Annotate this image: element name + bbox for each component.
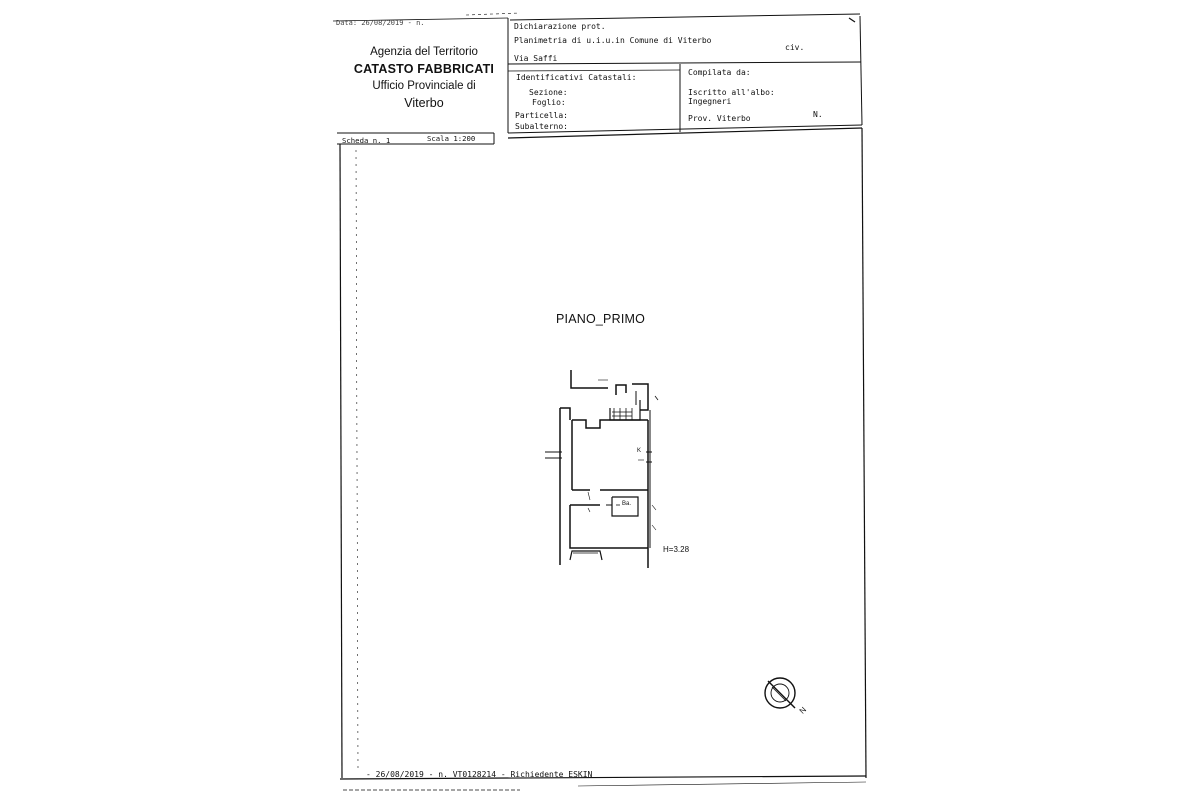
height-label: H=3.28 <box>663 545 690 554</box>
particella-label: Particella: <box>515 111 568 120</box>
city-label: Viterbo <box>404 96 444 110</box>
kitchen-label: K <box>637 448 642 454</box>
north-arrow-icon <box>765 678 795 708</box>
dichiarazione-label: Dichiarazione prot. <box>514 22 606 31</box>
iscritto-label: Iscritto all'albo: <box>688 88 775 97</box>
scala-label: Scala 1:200 <box>427 134 476 143</box>
footer-text: - 26/08/2019 - n. VT0128214 - Richiedente ESKIN <box>366 770 593 779</box>
agency-name: Agenzia del Territorio <box>370 46 478 58</box>
floor-plan <box>545 370 658 568</box>
north-label: N <box>797 705 809 716</box>
civ-label: civ. <box>785 43 805 52</box>
plan-title: PIANO_PRIMO <box>556 312 646 326</box>
scheda-label: Scheda n. 1 <box>342 136 391 145</box>
sezione-label: Sezione: <box>529 88 568 97</box>
catasto-title: CATASTO FABBRICATI <box>353 62 495 76</box>
ufficio-label: Ufficio Provinciale di <box>372 80 476 92</box>
bath-label: Ba. <box>622 501 632 507</box>
ingegneri-label: Ingegneri <box>688 97 732 106</box>
compilata-label: Compilata da: <box>688 68 751 77</box>
identificativi-title: Identificativi Catastali: <box>516 73 637 82</box>
subalterno-label: Subalterno: <box>515 122 568 131</box>
via-label: Via Saffi <box>514 54 558 63</box>
planimetria-label: Planimetria di u.i.u.in Comune di Viterbo <box>514 36 712 45</box>
foglio-label: Foglio: <box>532 98 566 107</box>
prov-label: Prov. Viterbo <box>688 114 751 123</box>
top-cut-text: Data: 26/08/2019 - n. <box>336 19 425 27</box>
n-label: N. <box>813 110 823 119</box>
agency-block <box>340 44 508 112</box>
